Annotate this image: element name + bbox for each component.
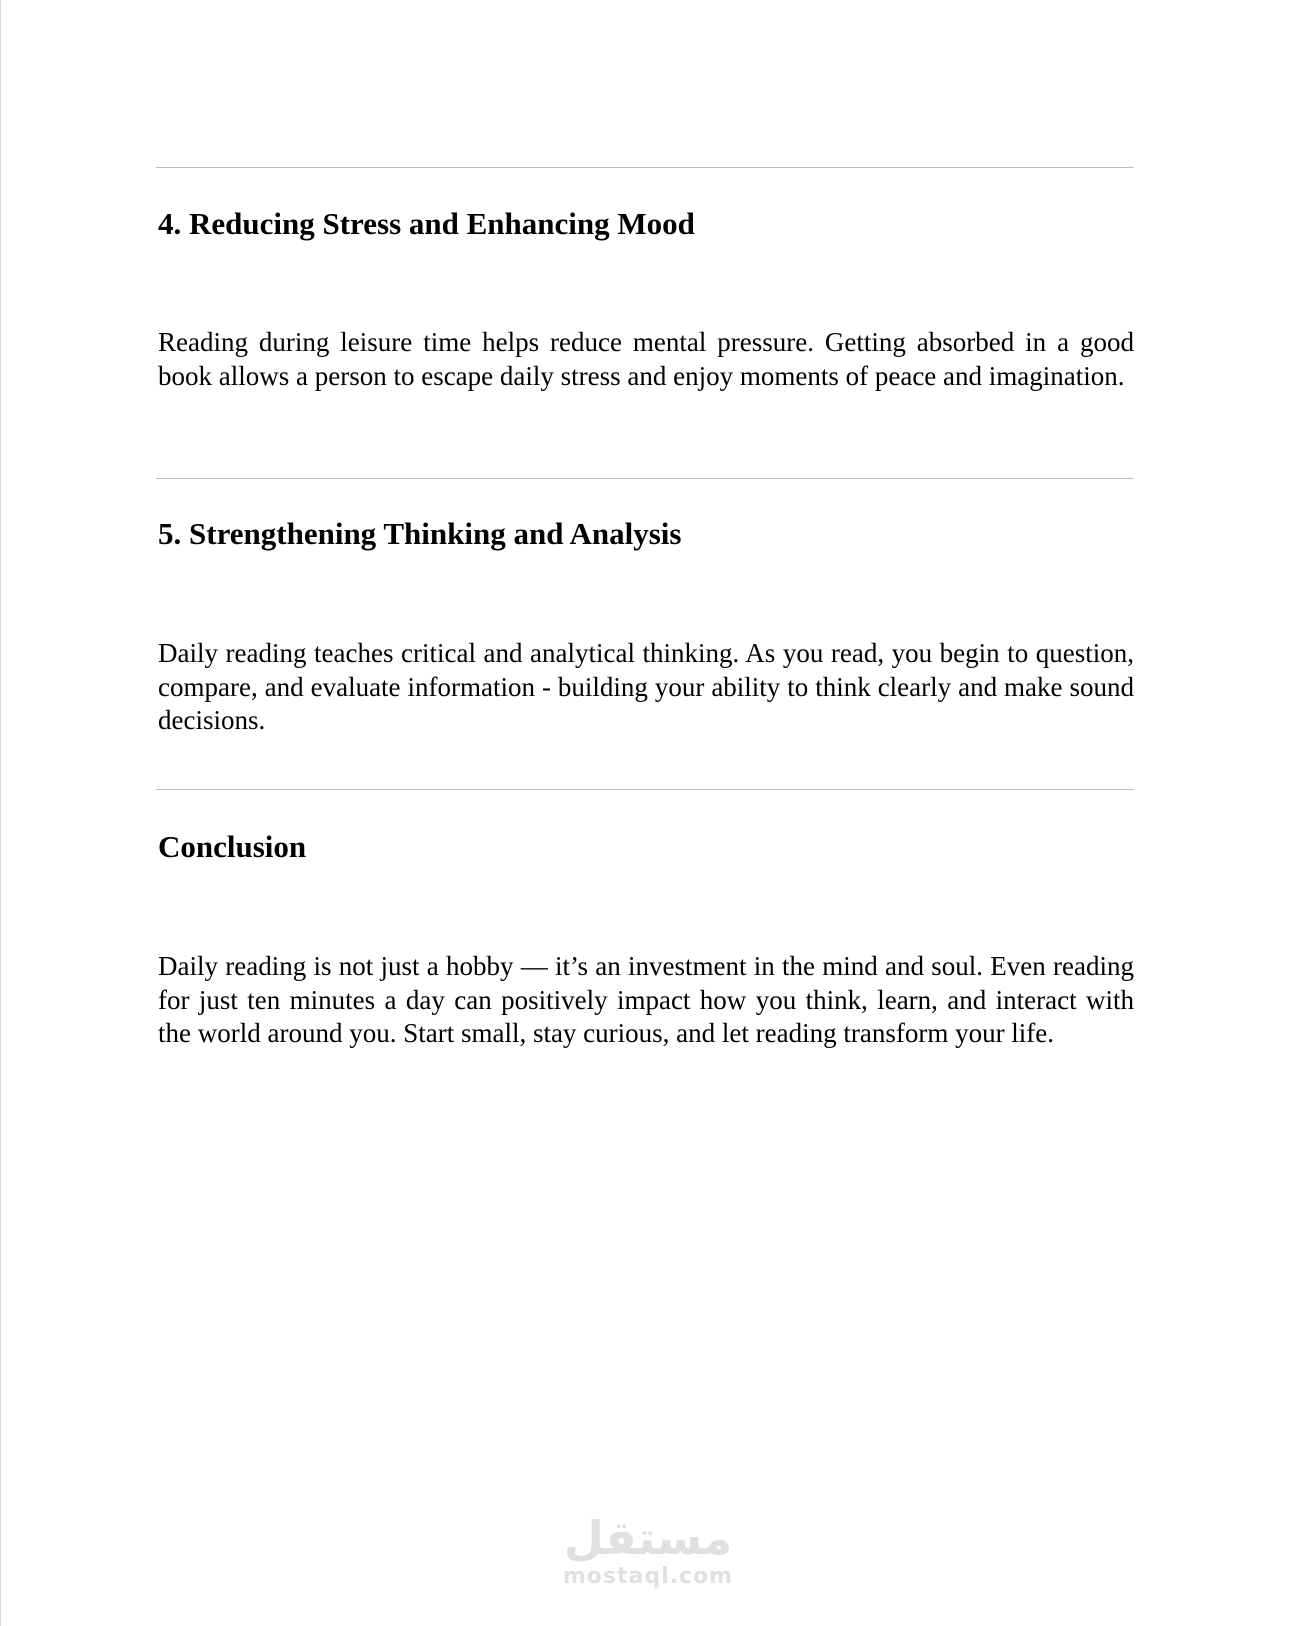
section-body-conclusion: Daily reading is not just a hobby — it’s an investment in the mind and soul. Even reading for just ten minutes a day can positively impact how you think, learn, and interact with the world around you. Start small, stay curious, and let reading transform your life.	[158, 951, 1134, 1048]
section-body-thinking: Daily reading teaches critical and analytical thinking. As you read, you begin to question, compare, and evaluate information - building your ability to think clearly and make sound decisions.	[158, 638, 1134, 735]
section-body-stress: Reading during leisure time helps reduce mental pressure. Getting absorbed in a good book allows a person to escape daily stress and enjoy moments of peace and imagination.	[158, 327, 1134, 391]
section-divider	[156, 789, 1134, 790]
section-divider	[156, 478, 1134, 479]
mostaql-watermark	[548, 1512, 748, 1590]
section-heading-thinking: 5. Strengthening Thinking and Analysis	[158, 516, 682, 551]
watermark-domain: mostaql.com	[562, 1564, 734, 1589]
watermark-logo: مستقل	[563, 1511, 733, 1565]
section-heading-conclusion: Conclusion	[158, 829, 307, 864]
section-divider	[156, 167, 1134, 168]
page-edge	[0, 0, 1, 1626]
section-heading-stress: 4. Reducing Stress and Enhancing Mood	[158, 206, 695, 241]
